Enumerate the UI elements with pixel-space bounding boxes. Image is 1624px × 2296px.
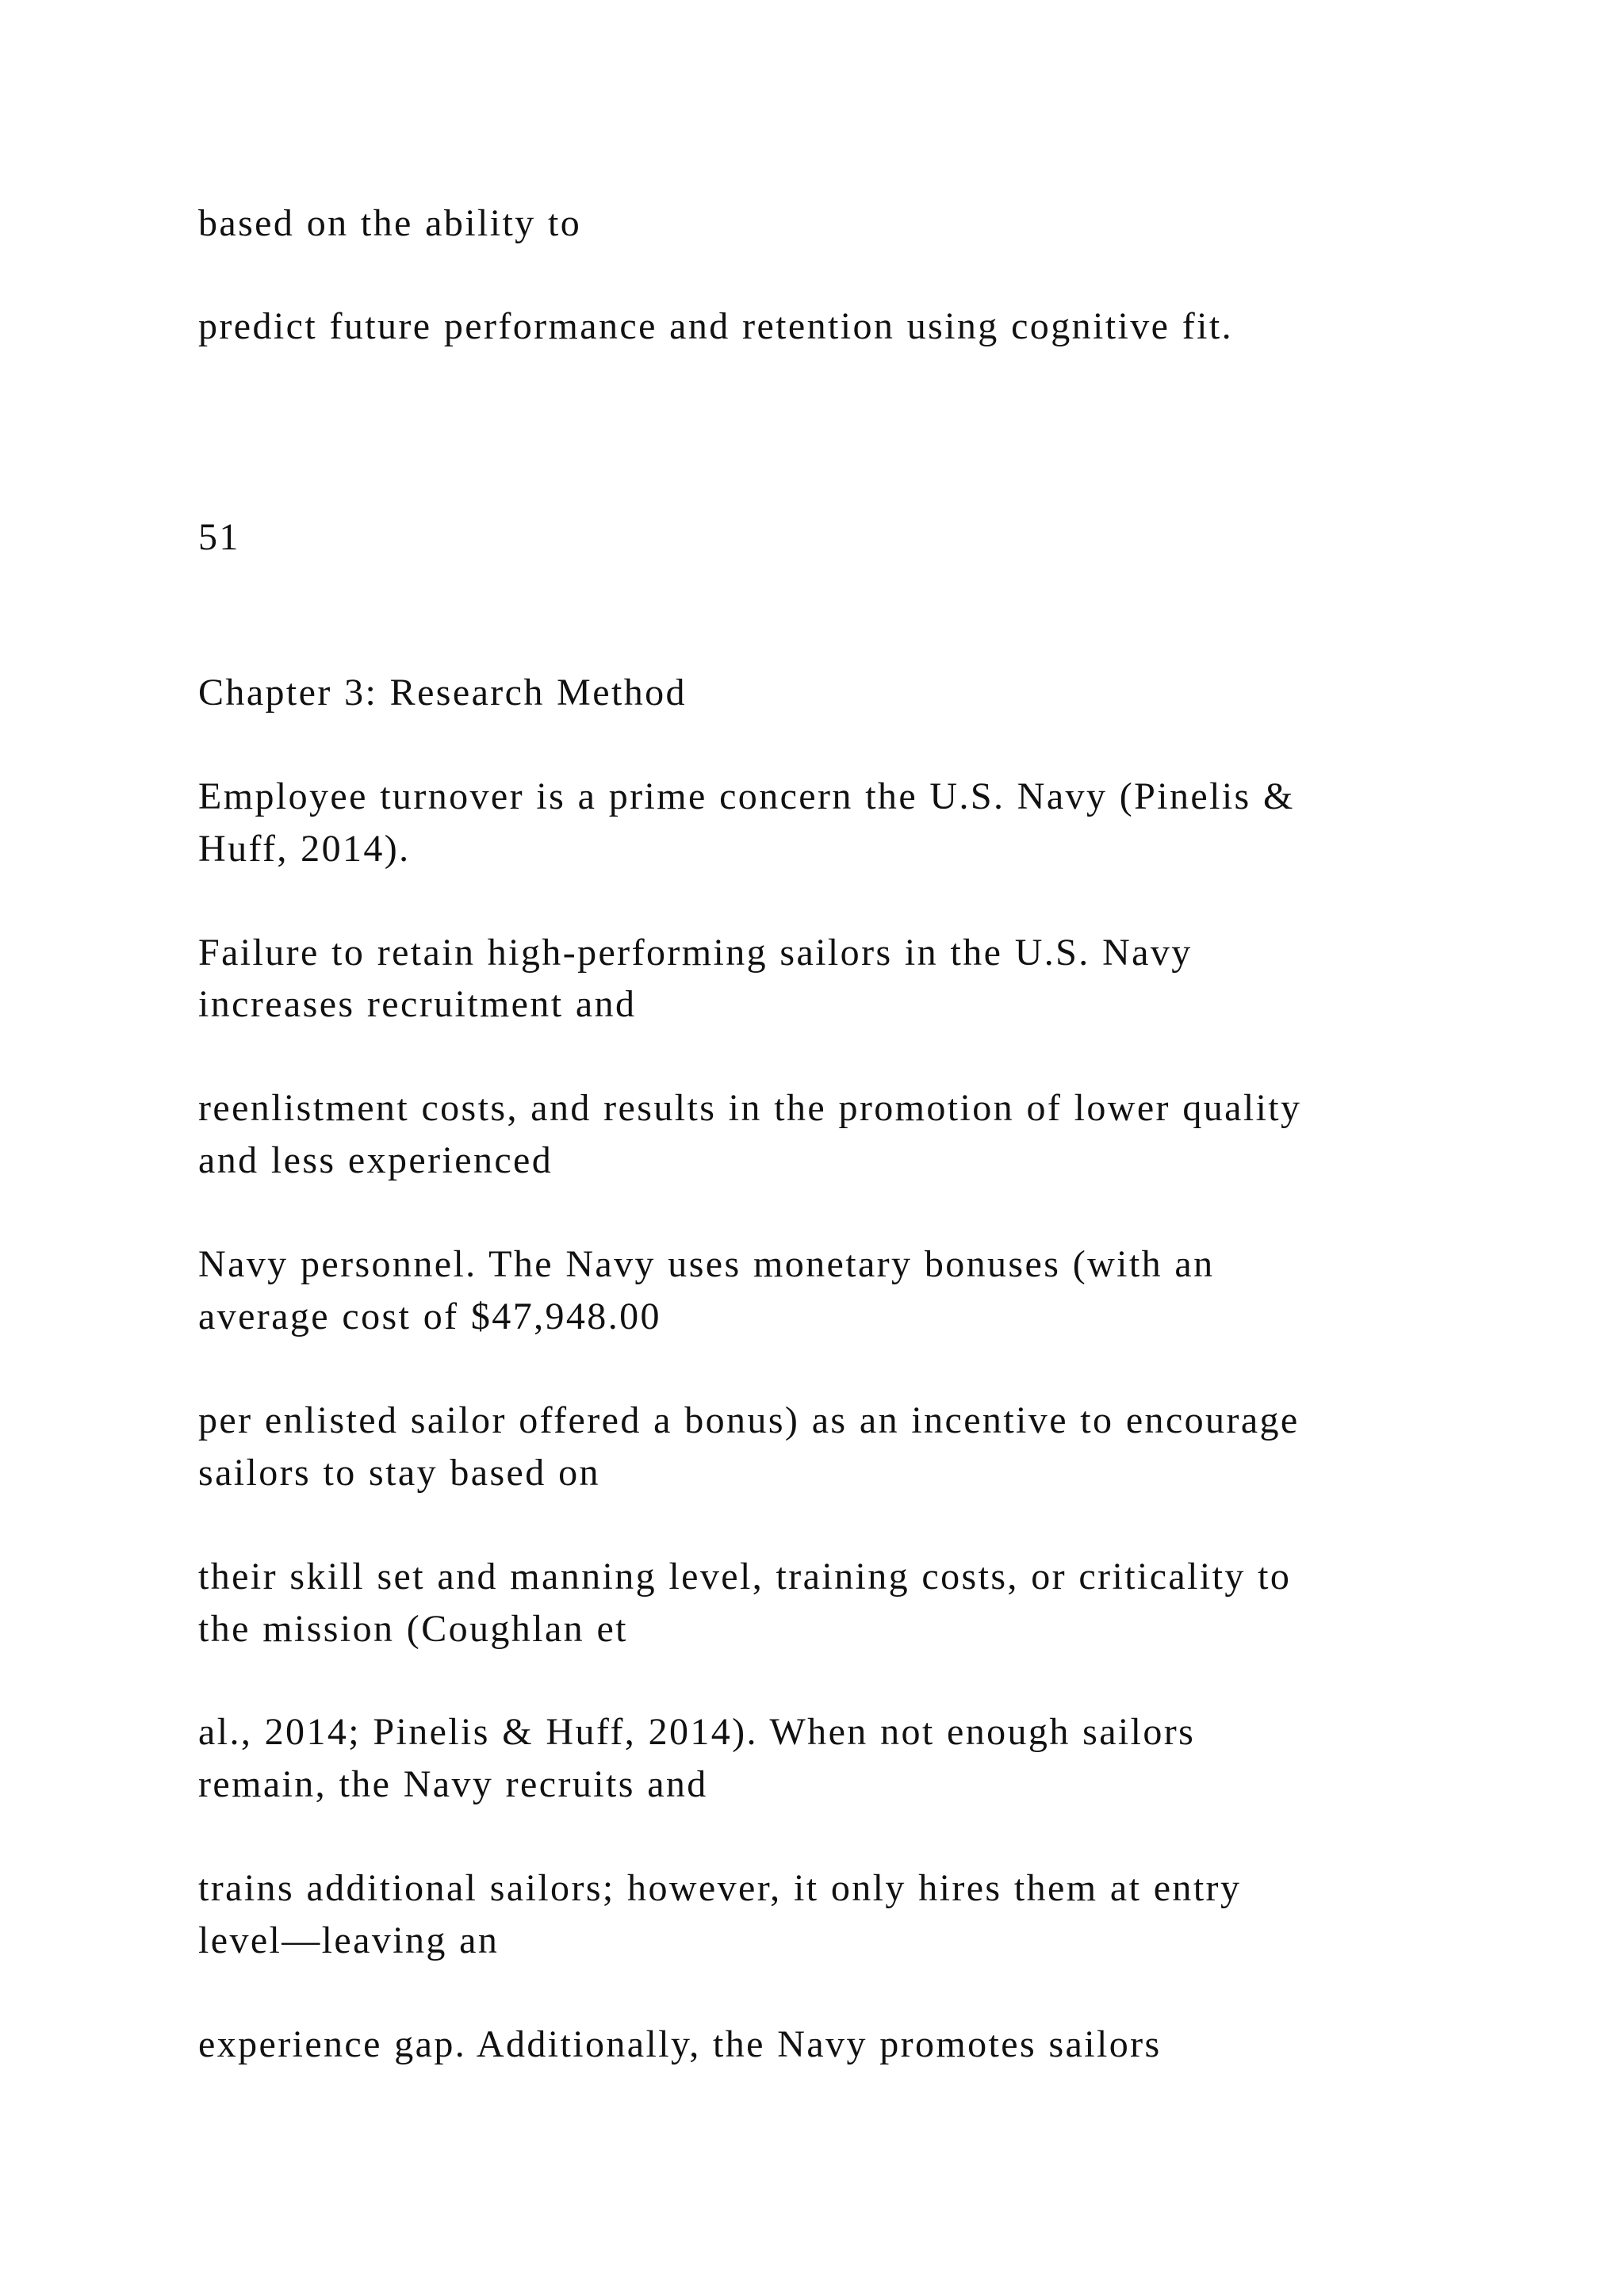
text-line-9: reenlistment costs, and results in the promotion of lower quality — [198, 1087, 1302, 1129]
text-line-14: sailors to stay based on — [198, 1452, 600, 1494]
text-line-13: per enlisted sailor offered a bonus) as an incentive to encourage — [198, 1399, 1300, 1441]
text-line-16: the mission (Coughlan et — [198, 1608, 628, 1650]
text-line-21: experience gap. Additionally, the Navy promotes sailors — [198, 2023, 1162, 2065]
text-line-7: Failure to retain high-performing sailors in the U.S. Navy — [198, 932, 1193, 974]
text-line-10: and less experienced — [198, 1139, 553, 1181]
text-line-17: al., 2014; Pinelis & Huff, 2014). When not enough sailors — [198, 1711, 1196, 1753]
text-line-19: trains additional sailors; however, it only hires them at entry — [198, 1867, 1242, 1909]
text-line-5: Employee turnover is a prime concern the U.S. Navy (Pinelis & — [198, 775, 1295, 817]
text-line-8: increases recruitment and — [198, 983, 637, 1025]
chapter-heading: Chapter 3: Research Method — [198, 672, 687, 714]
text-line-6: Huff, 2014). — [198, 828, 411, 870]
text-line-2: predict future performance and retention using cognitive fit. — [198, 305, 1233, 347]
text-line-20: level—leaving an — [198, 1919, 500, 1961]
text-line-12: average cost of $47,948.00 — [198, 1295, 661, 1337]
text-line-18: remain, the Navy recruits and — [198, 1763, 708, 1805]
page-number: 51 — [198, 516, 240, 558]
text-line-15: their skill set and manning level, training costs, or criticality to — [198, 1556, 1292, 1598]
text-line-1: based on the ability to — [198, 202, 582, 244]
text-line-11: Navy personnel. The Navy uses monetary bonuses (with an — [198, 1243, 1215, 1285]
